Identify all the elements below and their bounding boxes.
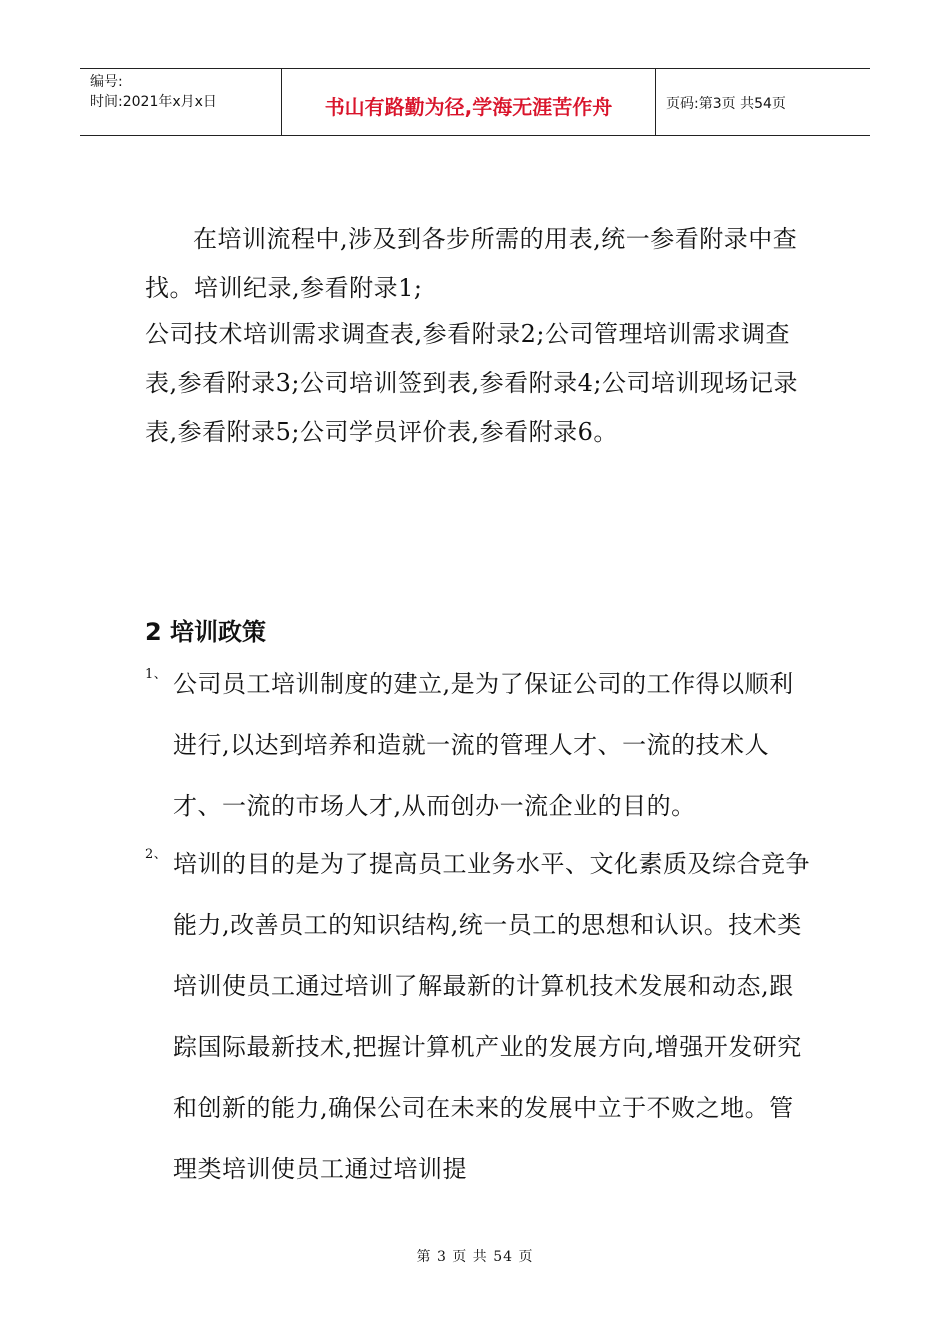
list-item-text: 培训的目的是为了提高员工业务水平、文化素质及综合竞争能力,改善员工的知识结构,统一员工的思想和认识。技术类培训使员工通过培训了解最新的计算机技术发展和动态,跟踪国际最新技术,把握计算机产业的发展方向,增强开发研究和创新的能力,确保公司在未来的发展中立于不败之地。管理类培训使员工通过培训提 [173, 850, 810, 1183]
section-title: 2 培训政策 [145, 618, 267, 646]
header-number-label: 编号: [90, 74, 123, 90]
intro-paragraph: 在培训流程中,涉及到各步所需的用表,统一参看附录中查找。培训纪录,参看附录1; [145, 225, 798, 302]
list-item-text: 公司员工培训制度的建立,是为了保证公司的工作得以顺利进行,以达到培养和造就一流的管理人才、一流的技术人才、一流的市场人才,从而创办一流企业的目的。 [173, 670, 794, 820]
list-item [145, 654, 810, 837]
list-item-number: 1、 [145, 667, 168, 682]
document-header [80, 68, 870, 136]
forms-paragraph: 公司技术培训需求调查表,参看附录2;公司管理培训需求调查表,参看附录3;公司培训签到表,参看附录4;公司培训现场记录表,参看附录5;公司学员评价表,参看附录6。 [145, 320, 798, 446]
list-item [145, 834, 810, 1200]
header-page-info: 页码:第3页 共54页 [666, 96, 786, 112]
header-motto: 书山有路勤为径,学海无涯苦作舟 [282, 69, 656, 135]
header-time-label: 时间:2021年x月x日 [90, 94, 217, 110]
header-meta [80, 69, 282, 135]
list-item-number: 2、 [145, 847, 168, 862]
page-footer: 第 3 页 共 54 页 [416, 1249, 534, 1265]
